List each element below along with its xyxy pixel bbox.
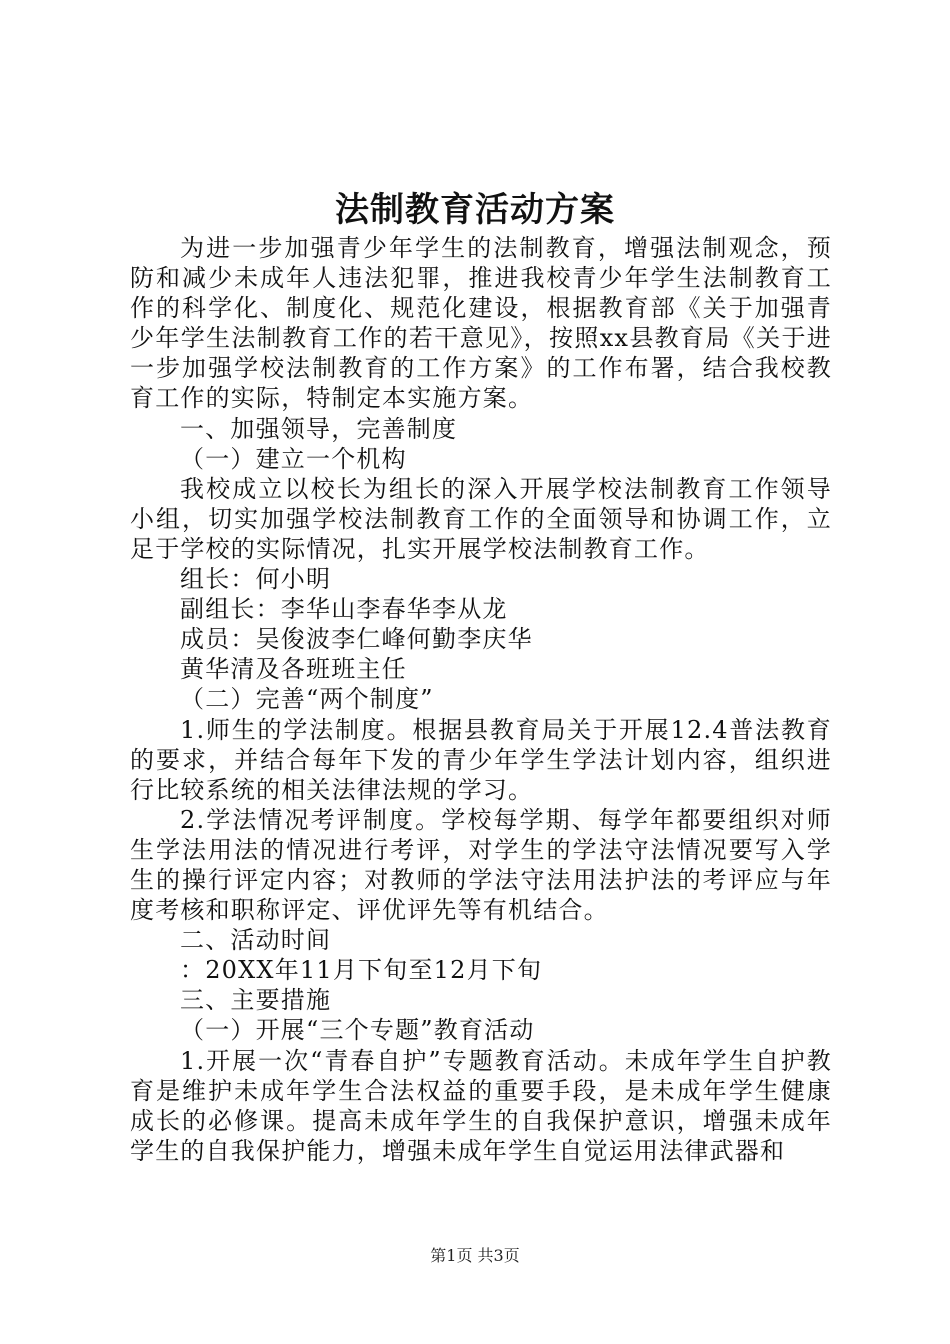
document-body xyxy=(130,233,832,1166)
document-title: 法制教育活动方案 xyxy=(335,190,615,230)
members-line: 成员：吴俊波李仁峰何勤李庆华 xyxy=(180,625,533,654)
subsection-heading-3-1: （一）开展“三个专题”教育活动 xyxy=(180,1016,535,1045)
subsection-heading-1-2: （二）完善“两个制度” xyxy=(180,685,434,714)
paragraph-intro: 为进一步加强青少年学生的法制教育，增强法制观念，预防和减少未成年人违法犯罪，推进我校青少年学生法制教育工作的科学化、制度化、规范化建设，根据教育部《关于加强青少年学生法制教育工作的若干意见》，按照xx县教育局《关于进一步加强学校法制教育的工作方案》的工作布署，结合我校教育工作的实际，特制定本实施方案。 xyxy=(130,234,832,413)
section-heading-3: 三、主要措施 xyxy=(180,986,332,1015)
paragraph-evaluation-system: 2.学法情况考评制度。学校每学期、每学年都要组织对师生学法用法的情况进行考评，对学生的学法守法情况要写入学生的操行评定内容；对教师的学法守法用法护法的考评应与年度考核和职称评定、评优评先等有机结合。 xyxy=(130,805,832,925)
paragraph-self-protection: 1.开展一次“青春自护”专题教育活动。未成年学生自护教育是维护未成年学生合法权益的重要手段，是未成年学生健康成长的必修课。提高未成年学生的自我保护意识，增强未成年学生的自我保护能力，增强未成年学生自觉运用法律武器和 xyxy=(130,1046,832,1165)
members-line-continued: 黄华清及各班班主任 xyxy=(180,655,407,684)
activity-time-line: ：20XX年11月下旬至12月下旬 xyxy=(180,956,543,985)
team-leader-line: 组长：何小明 xyxy=(180,565,332,594)
vice-leader-line: 副组长：李华山李春华李从龙 xyxy=(180,595,508,624)
paragraph-organization: 我校成立以校长为组长的深入开展学校法制教育工作领导小组，切实加强学校法制教育工作的全面领导和协调工作，立足于学校的实际情况，扎实开展学校法制教育工作。 xyxy=(130,474,832,563)
section-heading-2: 二、活动时间 xyxy=(180,926,332,955)
page-footer: 第1页 共3页 xyxy=(430,1246,520,1265)
section-heading-1: 一、加强领导，完善制度 xyxy=(180,414,458,443)
paragraph-study-system: 1.师生的学法制度。根据县教育局关于开展12.4普法教育的要求，并结合每年下发的青少年学生学法计划内容，组织进行比较系统的相关法律法规的学习。 xyxy=(130,715,832,804)
subsection-heading-1-1: （一）建立一个机构 xyxy=(180,444,407,473)
